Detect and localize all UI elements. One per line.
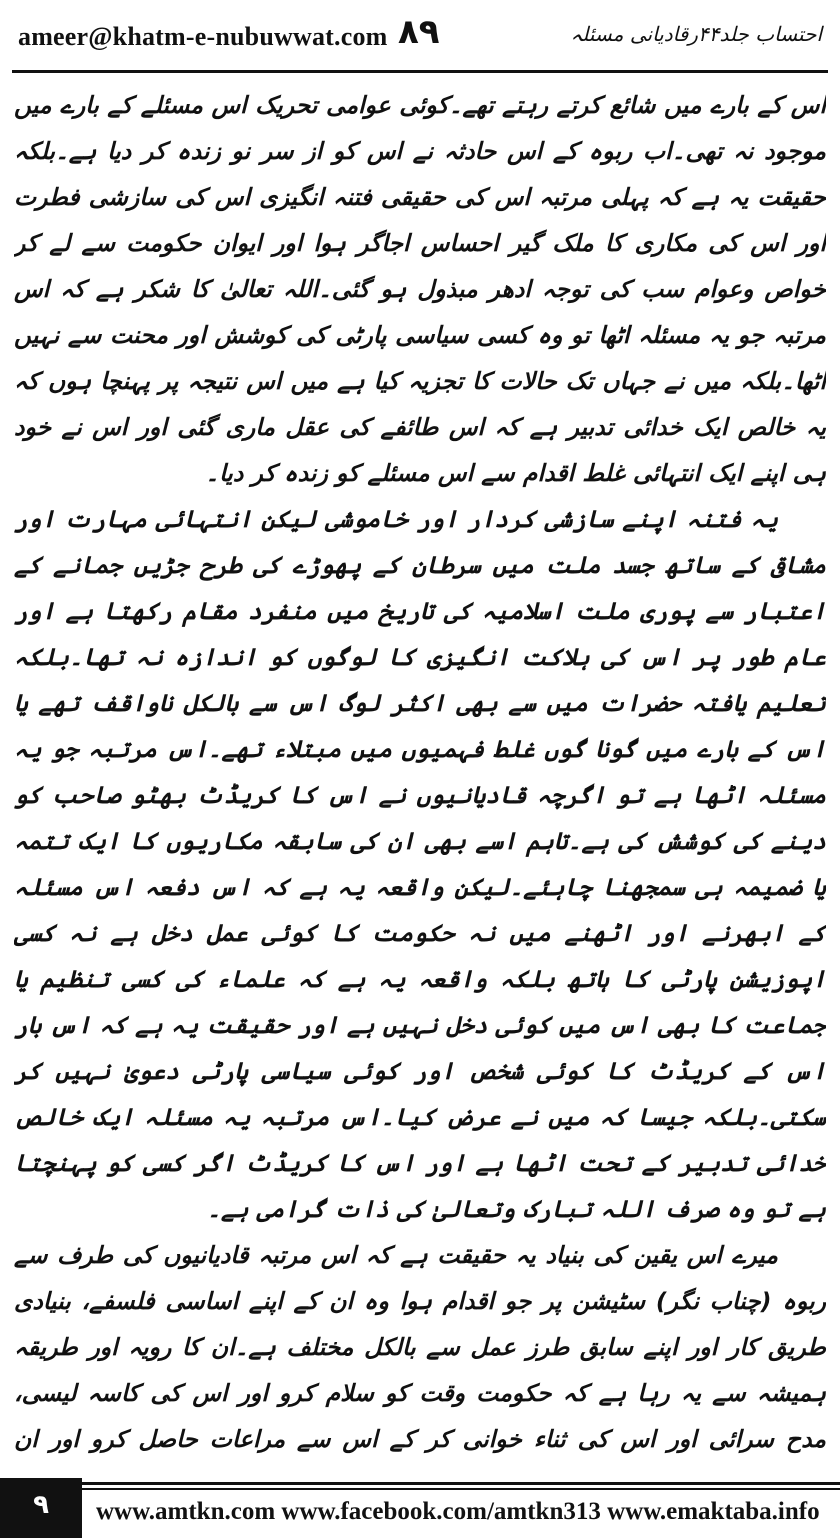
footer-page-box: ۹ <box>0 1478 82 1538</box>
paragraph-1: اس کے بارے میں شائع کرتے رہتے تھے۔کوئی عوامی تحریک اس مسئلے کے بارے میں موجود نہ تھی۔اب ربوہ کے اس حادثہ نے اس کو از سر نو زندہ کر دیا ہے۔بلکہ حقیقت یہ ہے کہ پہلی مرتبہ اس کی حقیقی فتنہ انگیزی اس کی سازشی فطرت اور اس کی مکاری کا ملک گیر احساس اجاگر ہوا اور ایوان حکومت سے لے کر خواص وعوام سب کی توجہ ادھر مبذول ہو گئی۔اللہ تعالیٰ کا شکر ہے کہ اس مرتبہ جو یہ مسئلہ اٹھا تو وہ کسی سیاسی پارٹی کی کوشش اور محنت سے نہیں اٹھا۔بلکہ میں نے جہاں تک حالات کا تجزیہ کیا ہے میں اس نتیجہ پر پہنچا ہوں کہ یہ خالص ایک خدائی تدبیر ہے کہ اس طائفے کی عقل ماری گئی اور اس نے خود ہی اپنے ایک انتہائی غلط اقدام سے اس مسئلے کو زندہ کر دیا۔ <box>14 91 826 487</box>
footer-rule-bottom <box>0 1488 840 1490</box>
page-number: ۸۹ <box>398 12 440 52</box>
page-footer <box>0 1474 840 1540</box>
footer-links: www.amtkn.com www.facebook.com/amtkn313 www.emaktaba.info <box>96 1498 820 1525</box>
header-rule <box>12 70 828 73</box>
paragraph-2: یہ فتنہ اپنے سازشی کردار اور خاموشی لیکن انتہائی مہارت اور مشاقی کے ساتھ جسد ملت میں سرطان کے پھوڑے کی طرح جڑیں جمانے کے اعتبار سے پوری ملت اسلامیہ کی تاریخ میں منفرد مقام رکھتا ہے اور عام طور پر اس کی ہلاکت انگیزی کا لوگوں کو اندازہ نہ تھا۔بلکہ تعلیم یافتہ حضرات میں سے بھی اکثر لوگ اس سے بالکل ناواقف تھے یا اس کے بارے میں گونا گوں غلط فہمیوں میں مبتلاء تھے۔اس مرتبہ جو یہ مسئلہ اٹھا ہے تو اگرچہ قادیانیوں نے اس کا کریڈٹ بھٹو صاحب کو دینے کی کوشش کی ہے۔تاہم اسے بھی ان کی سابقہ مکاریوں کا ایک تتمہ یا ضمیمہ ہی سمجھنا چاہئے۔لیکن واقعہ یہ ہے کہ اس دفعہ اس مسئلہ کے ابھرنے اور اٹھنے میں نہ حکومت کا کوئی عمل دخل ہے نہ کسی اپوزیشن پارٹی کا ہاتھ بلکہ واقعہ یہ ہے کہ علماء کی کسی تنظیم یا جماعت کا بھی اس میں کوئی دخل نہیں ہے اور حقیقت یہ ہے کہ اس بار اس کے کریڈٹ کا کوئی شخص اور کوئی سیاسی پارٹی دعویٰ نہیں کر سکتی۔بلکہ جیسا کہ میں نے عرض کیا۔اس مرتبہ یہ مسئلہ ایک خالص خدائی تدبیر کے تحت اٹھا ہے اور اس کا کریڈٹ اگر کسی کو پہنچتا ہے تو وہ صرف اللہ تبارک وتعالیٰ کی ذات گرامی ہے۔ <box>14 505 826 1223</box>
paragraph-3: میرے اس یقین کی بنیاد یہ حقیقت ہے کہ اس مرتبہ قادیانیوں کی طرف سے ربوہ (چناب نگر) سٹیشن پر جو اقدام ہوا وہ ان کے اپنے اساسی فلسفے، بنیادی طریق کار اور اپنے سابق طرز عمل سے بالکل مختلف ہے۔ان کا رویہ اور طریقہ ہمیشہ سے یہ رہا ہے کہ حکومت وقت کو سلام کرو اور اس کی کاسہ لیسی، مدح سرائی اور اس کی ثناء خوانی کر کے اس سے مراعات حاصل کرو اور ان <box>14 1241 826 1453</box>
header-email: ameer@khatm-e-nubuwwat.com <box>18 22 388 51</box>
footer-rule-top <box>0 1482 840 1485</box>
page-header <box>0 0 840 80</box>
body-text <box>14 82 826 1462</box>
header-title: احتساب جلد۴۴رقادیانی مسئلہ <box>570 22 822 46</box>
